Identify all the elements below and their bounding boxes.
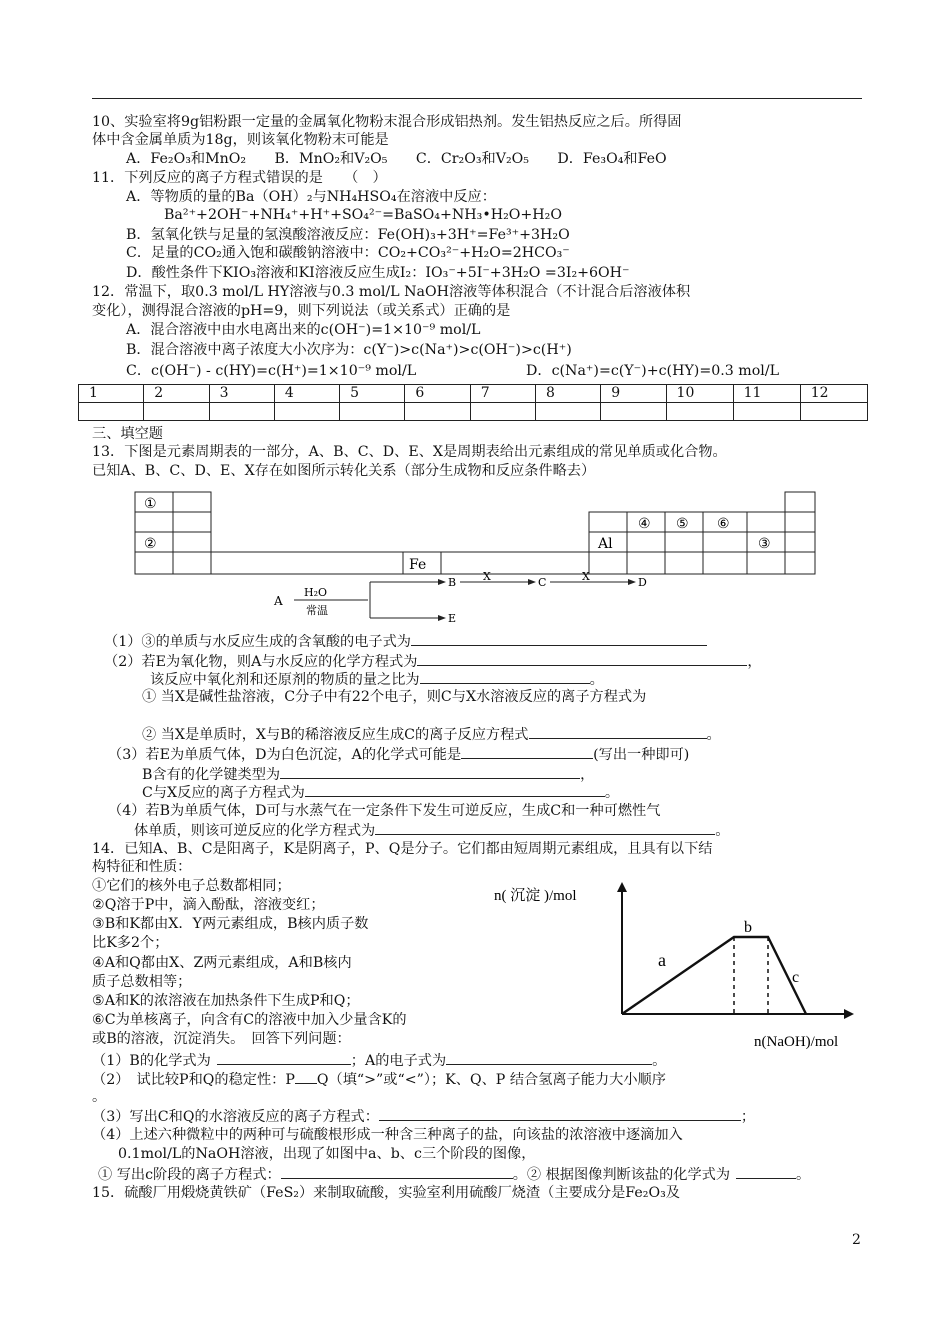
q13-part4a: （4）若B为单质气体，D可与水蒸气在一定条件下发生可逆反应，生成C和一种可燃性气 bbox=[108, 803, 661, 819]
q11-option-a: A．等物质的量的Ba（OH）₂与NH₄HSO₄在溶液中反应： bbox=[126, 189, 496, 205]
answer-cell-number: 9 bbox=[601, 385, 666, 403]
q13-part2a: （2）若E为氧化物，则A与水反应的化学方程式为 ， bbox=[104, 651, 762, 671]
answer-cell-number: 1 bbox=[79, 385, 144, 403]
q13-part1 bbox=[104, 631, 707, 651]
answer-cell-blank[interactable] bbox=[666, 403, 733, 421]
answer-cell-blank[interactable] bbox=[405, 403, 470, 421]
q14-part1a-blank[interactable] bbox=[217, 1050, 351, 1065]
scheme-a: A bbox=[274, 594, 283, 608]
q13-part2d-blank[interactable] bbox=[529, 724, 707, 739]
q14-fact6a: ⑥C为单核离子，向含有C的溶液中加入少量含K的 bbox=[92, 1012, 407, 1028]
q14-part1b-blank[interactable] bbox=[446, 1050, 652, 1065]
answer-cell-blank[interactable] bbox=[274, 403, 339, 421]
reaction-scheme bbox=[270, 570, 670, 628]
q14-part3: （3）写出C和Q的水溶液反应的离子方程式： ； bbox=[92, 1106, 755, 1126]
scheme-e: E bbox=[448, 612, 457, 625]
q11-stem: 11．下列反应的离子方程式错误的是 （ ） bbox=[92, 170, 387, 186]
scheme-b: B bbox=[448, 576, 457, 589]
precipitate-chart bbox=[490, 880, 870, 1055]
q14-part4d-blank[interactable] bbox=[736, 1164, 796, 1179]
answer-cell-number: 10 bbox=[666, 385, 733, 403]
scheme-d: D bbox=[638, 576, 647, 589]
scheme-arrowhead-d bbox=[628, 579, 636, 585]
q14-part1: （1）B的化学式为 ；A的电子式为 。 bbox=[92, 1050, 666, 1070]
q14-fact3b: 比K多2个； bbox=[92, 935, 169, 951]
element-5: ⑤ bbox=[676, 516, 689, 532]
scheme-x1: X bbox=[483, 570, 491, 583]
q14-part2-blank[interactable] bbox=[295, 1069, 317, 1084]
chart-xlabel: n(NaOH)/mol bbox=[754, 1034, 839, 1050]
q14-fact3a: ③B和K都由X．Y两元素组成，B核内质子数 bbox=[92, 916, 369, 932]
answer-cell-number: 8 bbox=[535, 385, 600, 403]
scheme-h2o: H₂O bbox=[304, 586, 328, 599]
q13-part4b-text: 体单质，则该可逆反应的化学方程式为 bbox=[134, 823, 376, 839]
q14-fact6b: 或B的溶液，沉淀消失。 回答下列问题： bbox=[92, 1031, 351, 1047]
q14-part4c: ① 写出c阶段的离子方程式： 。② 根据图像判断该盐的化学式为 。 bbox=[98, 1164, 810, 1184]
q14-part4a: （4）上述六种微粒中的两种可与硫酸根形成一种含三种离子的盐，向该盐的浓溶液中逐滴加入 bbox=[92, 1127, 683, 1143]
scheme-arrowhead-c bbox=[528, 579, 536, 585]
q14-part2b-text: Q（填“>”或“<”）；K、Q、P 结合氢离子能力大小顺序 bbox=[316, 1072, 666, 1088]
q10-line2: 体中含金属单质为18g，则该氧化物粉末可能是 bbox=[92, 132, 389, 148]
section-heading: 三、填空题 bbox=[92, 426, 163, 442]
q13-part2b-text: 该反应中氧化剂和还原剂的物质的量之比为 bbox=[150, 672, 420, 688]
top-rule bbox=[92, 98, 862, 99]
chart-label-b: b bbox=[744, 919, 752, 936]
chart-label-c: c bbox=[792, 969, 800, 986]
q13-part2b-blank[interactable] bbox=[420, 669, 590, 684]
q14-fact4a: ④A和Q都由X、Z两元素组成，A和B核内 bbox=[92, 955, 352, 971]
q11-option-c: C．足量的CO₂通入饱和碳酸钠溶液中：CO₂+CO₃²⁻+H₂O=2HCO₃⁻ bbox=[126, 245, 570, 261]
q12-line1: 12．常温下，取0.3 mol/L HY溶液与0.3 mol/L NaOH溶液等体积混合（不计混合后溶液体积 bbox=[92, 284, 691, 300]
q13-part2a-blank[interactable] bbox=[417, 651, 747, 666]
scheme-x2: X bbox=[582, 570, 590, 583]
q13-part3b-text: B含有的化学键类型为 bbox=[142, 767, 281, 783]
answer-cell-number: 11 bbox=[733, 385, 800, 403]
q13-part3c: C与X反应的离子方程式为 。 bbox=[142, 782, 619, 802]
answer-cell-blank[interactable] bbox=[340, 403, 405, 421]
q13-part4b-blank[interactable] bbox=[375, 820, 715, 835]
answer-cell-number: 12 bbox=[800, 385, 867, 403]
answer-cell-blank[interactable] bbox=[209, 403, 274, 421]
q11-option-b: B．氢氧化铁与足量的氢溴酸溶液反应：Fe(OH)₃+3H⁺=Fe³⁺+3H₂O bbox=[126, 227, 570, 243]
answer-cell-blank[interactable] bbox=[601, 403, 666, 421]
q14-part3-text: （3）写出C和Q的水溶液反应的离子方程式： bbox=[92, 1109, 379, 1125]
q14-part4d-text: 。② 根据图像判断该盐的化学式为 bbox=[512, 1167, 731, 1183]
q13-part3b: B含有的化学键类型为 ， bbox=[142, 764, 594, 784]
answer-cell-blank[interactable] bbox=[800, 403, 867, 421]
chart-y-arrow bbox=[617, 882, 627, 892]
q12-option-b: B．混合溶液中离子浓度大小次序为：c(Y⁻)>c(Na⁺)>c(OH⁻)>c(H⁺) bbox=[126, 342, 572, 358]
q12-line2: 变化），测得混合溶液的pH=9，则下列说法（或关系式）正确的是 bbox=[92, 303, 511, 319]
q12-option-c: C．c(OH⁻) - c(HY)=c(H⁺)=1×10⁻⁹ mol/L bbox=[126, 363, 417, 379]
q14-part4b: 0.1mol/L的NaOH溶液，出现了如图中a、b、c三个阶段的图像， bbox=[118, 1146, 536, 1162]
answer-cell-blank[interactable] bbox=[144, 403, 209, 421]
q13-part3b-blank[interactable] bbox=[280, 764, 580, 779]
q13-part3c-blank[interactable] bbox=[305, 782, 605, 797]
q13-part2b: 该反应中氧化剂和还原剂的物质的量之比为 。 bbox=[150, 669, 604, 689]
q14-part2a-text: （2） 试比较P和Q的稳定性：P bbox=[92, 1072, 295, 1088]
q14-part2c: 。 bbox=[92, 1089, 107, 1105]
answer-cell-number: 6 bbox=[405, 385, 470, 403]
q14-part1a-text: （1）B的化学式为 bbox=[92, 1053, 211, 1069]
q14-fact1: ①它们的核外电子总数都相同； bbox=[92, 878, 291, 894]
answer-table-header-row bbox=[79, 385, 868, 403]
answer-cell-number: 7 bbox=[470, 385, 535, 403]
q13-part4b: 体单质，则该可逆反应的化学方程式为 。 bbox=[134, 820, 729, 840]
chart-x-arrow bbox=[844, 1009, 854, 1019]
element-2: ② bbox=[144, 536, 157, 552]
q11-option-a-equation: Ba²⁺+2OH⁻+NH₄⁺+H⁺+SO₄²⁻=BaSO₄+NH₃•H₂O+H₂O bbox=[164, 207, 562, 223]
chart-ylabel: n( 沉淀 )/mol bbox=[494, 888, 577, 904]
q13-part3a-text: （3）若E为单质气体，D为白色沉淀，A的化学式可能是 bbox=[108, 747, 462, 763]
chart-label-a: a bbox=[658, 950, 666, 970]
q13-part2c: ① 当X是碱性盐溶液，C分子中有22个电子，则C与X水溶液反应的离子方程式为 bbox=[142, 689, 647, 705]
page-number: 2 bbox=[852, 1232, 861, 1248]
q14-line2: 构特征和性质： bbox=[92, 859, 192, 875]
q10-options: A．Fe₂O₃和MnO₂ B．MnO₂和V₂O₅ C．Cr₂O₃和V₂O₅ D．Fe₃O₄和FeO bbox=[126, 151, 667, 167]
scheme-arrowhead-b bbox=[438, 579, 446, 585]
answer-table-blank-row bbox=[79, 403, 868, 421]
answer-cell-blank[interactable] bbox=[79, 403, 144, 421]
q13-part3a bbox=[108, 744, 689, 764]
q13-part2d-text: ② 当X是单质时，X与B的稀溶液反应生成C的离子反应方程式 bbox=[142, 727, 529, 743]
q13-part3a-blank[interactable] bbox=[461, 744, 593, 759]
answer-cell-number: 3 bbox=[209, 385, 274, 403]
scheme-c: C bbox=[538, 576, 547, 589]
q14-part4c-blank[interactable] bbox=[281, 1164, 513, 1179]
q14-fact5: ⑤A和K的浓溶液在加热条件下生成P和Q； bbox=[92, 993, 360, 1009]
q13-part1-text: （1）③的单质与水反应生成的含氧酸的电子式为 bbox=[104, 634, 411, 650]
q12-option-d: D．c(Na⁺)=c(Y⁻)+c(HY)=0.3 mol/L bbox=[526, 363, 780, 379]
answer-cell-blank[interactable] bbox=[535, 403, 600, 421]
scheme-arrowhead-e bbox=[438, 615, 446, 621]
q14-fact2: ②Q溶于P中，滴入酚酞，溶液变红； bbox=[92, 897, 325, 913]
element-3: ③ bbox=[758, 536, 771, 552]
element-1: ① bbox=[144, 496, 157, 512]
q13-line2: 已知A、B、C、D、E、X存在如图所示转化关系（部分生成物和反应条件略去） bbox=[92, 463, 596, 479]
answer-cell-number: 2 bbox=[144, 385, 209, 403]
periodic-table-diagram bbox=[130, 490, 830, 580]
q13-part2d: ② 当X是单质时，X与B的稀溶液反应生成C的离子反应方程式 。 bbox=[142, 724, 721, 744]
q14-part1b-text: ；A的电子式为 bbox=[350, 1053, 447, 1069]
q13-part1-blank[interactable] bbox=[411, 631, 707, 646]
q14-fact4b: 质子总数相等； bbox=[92, 974, 192, 990]
scheme-rt: 常温 bbox=[306, 604, 328, 617]
answer-cell-blank[interactable] bbox=[470, 403, 535, 421]
q13-part2a-text: （2）若E为氧化物，则A与水反应的化学方程式为 bbox=[104, 654, 418, 670]
periodic-table-grid bbox=[135, 492, 815, 574]
element-4: ④ bbox=[638, 516, 651, 532]
chart-curve bbox=[622, 937, 806, 1014]
element-6: ⑥ bbox=[717, 516, 730, 532]
q13-part3a-tail: (写出一种即可) bbox=[593, 747, 690, 763]
q13-line1: 13．下图是元素周期表的一部分，A、B、C、D、E、X是周期表给出元素组成的常见单质或化合物。 bbox=[92, 444, 727, 460]
answer-table bbox=[78, 384, 868, 421]
element-fe: Fe bbox=[409, 557, 427, 573]
q15-line1: 15．硫酸厂用煅烧黄铁矿（FeS₂）来制取硫酸，实验室利用硫酸厂烧渣（主要成分是Fe₂O₃及 bbox=[92, 1185, 680, 1201]
q14-part3-blank[interactable] bbox=[379, 1106, 741, 1121]
element-al: Al bbox=[598, 536, 613, 552]
answer-cell-number: 4 bbox=[274, 385, 339, 403]
q14-part4c-text: ① 写出c阶段的离子方程式： bbox=[98, 1167, 281, 1183]
answer-cell-number: 5 bbox=[340, 385, 405, 403]
q12-option-a: A．混合溶液中由水电离出来的c(OH⁻)=1×10⁻⁹ mol/L bbox=[126, 322, 481, 338]
q14-line1: 14．已知A、B、C是阳离子，K是阴离子，P、Q是分子。它们都由短周期元素组成，且具有以下结 bbox=[92, 841, 713, 857]
q11-option-d: D．酸性条件下KIO₃溶液和KI溶液反应生成I₂：IO₃⁻+5I⁻+3H₂O =3I₂+6OH⁻ bbox=[126, 265, 630, 281]
q14-part2 bbox=[92, 1069, 666, 1089]
answer-cell-blank[interactable] bbox=[733, 403, 800, 421]
q10-line1: 10、实验室将9g铝粉跟一定量的金属氧化物粉末混合形成铝热剂。发生铝热反应之后。所得固 bbox=[92, 114, 682, 130]
q13-part3c-text: C与X反应的离子方程式为 bbox=[142, 785, 305, 801]
